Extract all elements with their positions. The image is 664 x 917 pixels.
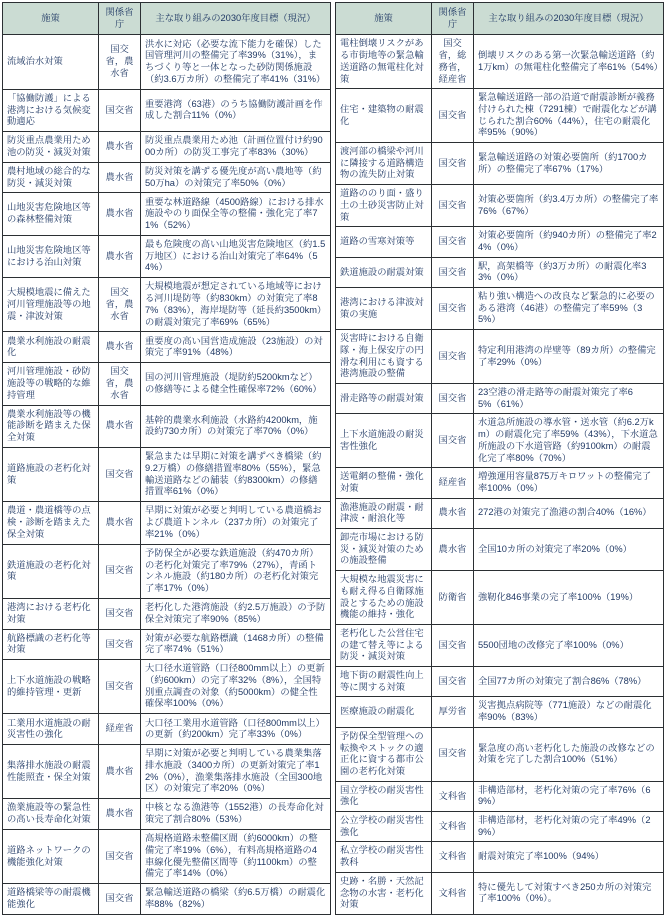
- target-cell: 全国10カ所の対策完了率20%（0%）: [474, 529, 664, 571]
- ministry-cell: 国交省: [99, 884, 141, 915]
- ministry-cell: 国交省，総務省，経産省: [432, 35, 474, 89]
- target-cell: 緊急輸送道路の対策必要箇所（約1700カ所）の整備完了率67%（17%）: [474, 143, 664, 185]
- measure-cell: 農業水利施設等の機能診断を踏まえた保全対策: [3, 405, 99, 447]
- measure-cell: 道路ののり面・盛り土の土砂災害防止対策: [336, 185, 432, 227]
- target-cell: 緊急度の高い老朽化した施設の改修などの対策を完了した割合100%（51%）: [474, 727, 664, 781]
- measure-cell: 鉄道施設の耐震対策: [336, 257, 432, 287]
- measure-cell: 医療施設の耐震化: [336, 697, 432, 727]
- table-row: [3, 278, 331, 332]
- measure-cell: 農村地域の総合的な防災・減災対策: [3, 162, 99, 193]
- target-cell: 増強運用容量875万キロワットの整備完了率100%（0%）: [474, 468, 664, 498]
- table-row: [3, 660, 331, 714]
- target-cell: 非構造部材，老朽化対策の完了率49%（29%）: [474, 812, 664, 842]
- target-cell: 早期に対策が必要と判明している農業集落排水施設（3400カ所）の更新対策完了率12%（0%），漁業集落排水施設（全国300地区）の対策完了率20%（0%）: [141, 745, 331, 799]
- ministry-cell: 国交省: [432, 185, 474, 227]
- ministry-cell: 国交省: [99, 544, 141, 598]
- measure-cell: 国立学校の耐災害性強化: [336, 781, 432, 811]
- ministry-cell: 農水省: [99, 745, 141, 799]
- ministry-cell: 国交省: [432, 143, 474, 185]
- ministry-cell: 農水省: [99, 193, 141, 235]
- target-cell: 重要な林道路線（4500路線）における排水施設やのり面保全等の整備・強化完了率71%（52%）: [141, 193, 331, 235]
- target-cell: 23空港の滑走路等の耐震対策完了率65%（61%）: [474, 383, 664, 413]
- ministry-cell: 国交省: [432, 227, 474, 257]
- ministry-cell: 厚労省: [432, 697, 474, 727]
- measure-cell: 公立学校の耐災害性強化: [336, 812, 432, 842]
- target-cell: 水道急所施設の導水管・送水管（約6.2万km）の耐震化完了率59%（43%），下水道急所施設の下水道管路（約9100km）の耐震化完了率80%（70%）: [474, 414, 664, 468]
- ministry-cell: 農水省: [99, 132, 141, 163]
- table-row: [3, 235, 331, 277]
- measure-cell: 上下水道施設の耐災害性強化: [336, 414, 432, 468]
- table-row: [336, 414, 664, 468]
- table-row: [336, 143, 664, 185]
- target-cell: 272港の対策完了漁港の割合40%（16%）: [474, 498, 664, 528]
- measure-cell: 農道・農道橋等の点検・診断を踏まえた保全対策: [3, 502, 99, 544]
- measure-cell: 滑走路等の耐震対策: [336, 383, 432, 413]
- column-header-ministry: 関係省庁: [432, 3, 474, 35]
- target-cell: 耐震対策完了率100%（94%）: [474, 842, 664, 872]
- measure-cell: 集落排水施設の耐震性能照査・保全対策: [3, 745, 99, 799]
- table-row: [336, 529, 664, 571]
- table-header-row: [336, 3, 664, 35]
- ministry-cell: 文科省: [432, 812, 474, 842]
- column-header-target: 主な取り組みの2030年度目標（現況）: [141, 3, 331, 35]
- table-row: [3, 884, 331, 915]
- table-row: [3, 745, 331, 799]
- target-cell: 強靭化846事業の完了率100%（19%）: [474, 571, 664, 625]
- table-row: [336, 35, 664, 89]
- ministry-cell: 農水省: [99, 405, 141, 447]
- ministry-cell: 国交省: [432, 624, 474, 666]
- measure-cell: 私立学校の耐災害性教科: [336, 842, 432, 872]
- measure-cell: 農業水利施設の耐震化: [3, 332, 99, 363]
- ministry-cell: 国交省: [432, 89, 474, 143]
- ministry-cell: 国交省: [99, 829, 141, 883]
- column-header-target: 主な取り組みの2030年度目標（現況）: [474, 3, 664, 35]
- measure-cell: 電柱倒壊リスクがある市街地等の緊急輸送道路の無電柱化対策: [336, 35, 432, 89]
- target-cell: 駅，高架橋等（約3万カ所）の耐震化率33%（0%）: [474, 257, 664, 287]
- measure-cell: 災害時における自衛隊・海上保安庁の円滑な利用にも資する港湾施設の整備: [336, 330, 432, 384]
- ministry-cell: 国交省: [432, 667, 474, 697]
- measure-cell: 史跡・名勝・天然記念物の水害・老朽化対策: [336, 872, 432, 914]
- ministry-cell: 防衛省: [432, 571, 474, 625]
- ministry-cell: 文科省: [432, 872, 474, 914]
- table-row: [336, 227, 664, 257]
- measure-cell: 漁業施設等の緊急性の高い長寿命化対策: [3, 799, 99, 830]
- table-row: [336, 624, 664, 666]
- target-cell: 非構造部材，老朽化対策の完了率76%（69%）: [474, 781, 664, 811]
- measure-cell: 工業用水道施設の耐災害性の強化: [3, 714, 99, 745]
- ministry-cell: 農水省: [432, 498, 474, 528]
- table-row: [336, 288, 664, 330]
- measure-cell: 流域治水対策: [3, 35, 99, 89]
- table-row: [336, 812, 664, 842]
- measure-cell: 渡河部の橋梁や河川に隣接する道路構造物の流失防止対策: [336, 143, 432, 185]
- table-row: [336, 781, 664, 811]
- measure-cell: 防災重点農業用ため池の防災・減災対策: [3, 132, 99, 163]
- table-row: [3, 714, 331, 745]
- table-row: [336, 257, 664, 287]
- target-cell: 特定利用港湾の岸壁等（89カ所）の整備完了率29%（0%）: [474, 330, 664, 384]
- ministry-cell: 国交省: [432, 727, 474, 781]
- target-cell: 予防保全が必要な鉄道施設（約470カ所）の老朽化対策完了率79%（27%），青函トンネル施設（約180カ所）の老朽化対策完了率17%（0%）: [141, 544, 331, 598]
- target-cell: 重要度の高い国営造成施設（23施設）の対策完了率91%（48%）: [141, 332, 331, 363]
- table-row: [3, 598, 331, 629]
- target-cell: 倒壊リスクのある第一次緊急輸送道路（約1万km）の無電柱化整備完了率61%（54%）: [474, 35, 664, 89]
- measure-cell: 卸売市場における防災・減災対策のための施設整備: [336, 529, 432, 571]
- measure-cell: 地下街の耐震性向上等に関する対策: [336, 667, 432, 697]
- target-cell: 大規模地震が想定されている地域等における河川堤防等（約830km）の対策完了率87%（83%），海岸堤防等（延長約3500km）の耐震対策完了率69%（65%）: [141, 278, 331, 332]
- target-cell: 緊急または早期に対策を講ずべき橋梁（約9.2万橋）の修繕措置率80%（55%），緊急輸送道路などの舗装（約8300km）の修繕措置率61%（0%）: [141, 447, 331, 501]
- ministry-cell: 経産省: [432, 468, 474, 498]
- target-cell: 防災対策を講ずる優先度が高い農地等（約50万ha）の対策完了率50%（0%）: [141, 162, 331, 193]
- measure-cell: 河川管理施設・砂防施設等の戦略的な維持管理: [3, 363, 99, 405]
- measure-cell: 山地災害危険地区等における治山対策: [3, 235, 99, 277]
- table-row: [3, 829, 331, 883]
- measures-table-left: [2, 2, 331, 915]
- ministry-cell: 国交省，農水省: [99, 35, 141, 89]
- measure-cell: 漁港施設の耐震・耐津波・耐浪化等: [336, 498, 432, 528]
- table-row: [336, 842, 664, 872]
- measure-cell: 老朽化した公営住宅の建て替え等による防災・減災対策: [336, 624, 432, 666]
- table-row: [336, 330, 664, 384]
- target-cell: 重要港湾（63港）のうち協働防護計画を作成した割合11%（0%）: [141, 89, 331, 131]
- ministry-cell: 国交省: [432, 257, 474, 287]
- target-cell: 対策必要箇所（約940カ所）の整備完了率24%（0%）: [474, 227, 664, 257]
- target-cell: 緊急輸送道路一部の沿道で耐震診断が義務付けられた棟（7291棟）で耐震化などが講じられた割合60%（44%），住宅の耐震化率95%（90%）: [474, 89, 664, 143]
- measure-cell: 道路の雪寒対策等: [336, 227, 432, 257]
- target-cell: 災害拠点病院等（771施設）などの耐震化率90%（83%）: [474, 697, 664, 727]
- ministry-cell: 国交省: [99, 89, 141, 131]
- table-row: [3, 363, 331, 405]
- target-cell: 早期に対策が必要と判明している農道橋および農道トンネル（237カ所）の対策完了率21%（0%）: [141, 502, 331, 544]
- target-cell: 老朽化した港湾施設（約2.5万施設）の予防保全対策完了率90%（85%）: [141, 598, 331, 629]
- table-row: [336, 727, 664, 781]
- ministry-cell: 農水省: [99, 332, 141, 363]
- ministry-cell: 国交省: [99, 660, 141, 714]
- table-body-right: [336, 35, 664, 915]
- table-row: [336, 571, 664, 625]
- table-row: [336, 498, 664, 528]
- measures-table-right: [335, 2, 664, 915]
- target-cell: 洪水に対応（必要な流下能力を確保）した国管理河川の整備完了率39%（31%），まちづくり等と一体となった砂防関係施設（約3.6万カ所）の整備完了率41%（31%）: [141, 35, 331, 89]
- ministry-cell: 文科省: [432, 781, 474, 811]
- ministry-cell: 農水省: [432, 529, 474, 571]
- column-header-ministry: 関係省庁: [99, 3, 141, 35]
- table-row: [336, 697, 664, 727]
- table-row: [3, 89, 331, 131]
- table-row: [3, 162, 331, 193]
- measure-cell: 道路ネットワークの機能強化対策: [3, 829, 99, 883]
- ministry-cell: 国交省，農水省: [99, 363, 141, 405]
- measure-cell: 「協働防護」による港湾における気候変動適応: [3, 89, 99, 131]
- target-cell: 全国77カ所の対策完了割合86%（78%）: [474, 667, 664, 697]
- column-header-measure: 施策: [336, 3, 432, 35]
- measure-cell: 予防保全型管理への転換やストックの適正化に資する都市公園の老朽化対策: [336, 727, 432, 781]
- ministry-cell: 経産省: [99, 714, 141, 745]
- column-header-measure: 施策: [3, 3, 99, 35]
- table-row: [3, 35, 331, 89]
- ministry-cell: 国交省，農水省: [99, 278, 141, 332]
- table-row: [3, 405, 331, 447]
- measure-cell: 港湾における津波対策の実施: [336, 288, 432, 330]
- target-cell: 緊急輸送道路の橋梁（約6.5万橋）の耐震化率88%（82%）: [141, 884, 331, 915]
- measure-cell: 港湾における老朽化対策: [3, 598, 99, 629]
- table-row: [3, 193, 331, 235]
- ministry-cell: 国交省: [99, 447, 141, 501]
- target-cell: 基幹的農業水利施設（水路約4200km，施設約730カ所）の対策完了率70%（0%）: [141, 405, 331, 447]
- ministry-cell: 農水省: [99, 162, 141, 193]
- table-row: [3, 332, 331, 363]
- measure-cell: 道路施設の老朽化対策: [3, 447, 99, 501]
- target-cell: 特に優先して対策すべき250カ所の対策完了率100%（0%）。: [474, 872, 664, 914]
- target-cell: 最も危険度の高い山地災害危険地区（約1.5万地区）における治山対策完了率64%（54%）: [141, 235, 331, 277]
- ministry-cell: 国交省: [432, 288, 474, 330]
- ministry-cell: 農水省: [99, 235, 141, 277]
- measure-cell: 住宅・建築物の耐震化: [336, 89, 432, 143]
- measure-cell: 大規模な地震災害にも耐え得る自衛隊施設とするための施設機能の維持・強化: [336, 571, 432, 625]
- target-cell: 対策必要箇所（約3.4万カ所）の整備完了率76%（67%）: [474, 185, 664, 227]
- measure-cell: 上下水道施設の戦略的維持管理・更新: [3, 660, 99, 714]
- ministry-cell: 国交省: [432, 414, 474, 468]
- measure-cell: 航路標識の老朽化等対策: [3, 629, 99, 660]
- table-row: [336, 383, 664, 413]
- table-row: [3, 629, 331, 660]
- table-row: [336, 185, 664, 227]
- table-row: [3, 799, 331, 830]
- ministry-cell: 農水省: [99, 502, 141, 544]
- table-row: [3, 132, 331, 163]
- ministry-cell: 国交省: [432, 383, 474, 413]
- table-row: [3, 502, 331, 544]
- table-header-row: [3, 3, 331, 35]
- target-cell: 国の河川管理施設（堤防約5200kmなど）の修繕等による健全性確保率72%（60%）: [141, 363, 331, 405]
- ministry-cell: 文科省: [432, 842, 474, 872]
- table-row: [336, 872, 664, 914]
- ministry-cell: 農水省: [99, 799, 141, 830]
- target-cell: 粘り強い構造への改良など緊急的に必要のある港湾（46港）の整備完了率59%（35%）: [474, 288, 664, 330]
- target-cell: 5500団地の改修完了率100%（0%）: [474, 624, 664, 666]
- measure-cell: 鉄道施設の老朽化対策: [3, 544, 99, 598]
- table-row: [336, 468, 664, 498]
- table-row: [3, 447, 331, 501]
- measure-cell: 大規模地震に備えた河川管理施設等の地震・津波対策: [3, 278, 99, 332]
- table-row: [336, 667, 664, 697]
- measure-cell: 道路橋梁等の耐震機能強化: [3, 884, 99, 915]
- target-cell: 高規格道路未整備区間（約6000km）の整備完了率19%（6%），有料高規格道路の4車線化優先整備区間等（約1100km）の整備完了率14%（0%）: [141, 829, 331, 883]
- ministry-cell: 国交省: [99, 629, 141, 660]
- ministry-cell: 国交省: [99, 598, 141, 629]
- target-cell: 中核となる漁港等（1552港）の長寿命化対策完了割合80%（53%）: [141, 799, 331, 830]
- measure-cell: 山地災害危険地区等の森林整備対策: [3, 193, 99, 235]
- target-cell: 大口径工業用水道管路（口径800mm以上）の更新（約200km）完了率33%（0%）: [141, 714, 331, 745]
- target-cell: 対策が必要な航路標識（1468カ所）の整備完了率74%（51%）: [141, 629, 331, 660]
- ministry-cell: 国交省: [432, 330, 474, 384]
- table-row: [336, 89, 664, 143]
- table-body-left: [3, 35, 331, 915]
- table-row: [3, 544, 331, 598]
- target-cell: 防災重点農業用ため池（計画位置付け約9000カ所）の防災工事完了率83%（30%）: [141, 132, 331, 163]
- target-cell: 大口径水道管路（口径800mm以上）の更新（約600km）の完了率32%（8%），全国特別重点調査の対象（約5000km）の健全性確保率100%（0%）: [141, 660, 331, 714]
- measure-cell: 送電網の整備・強化対策: [336, 468, 432, 498]
